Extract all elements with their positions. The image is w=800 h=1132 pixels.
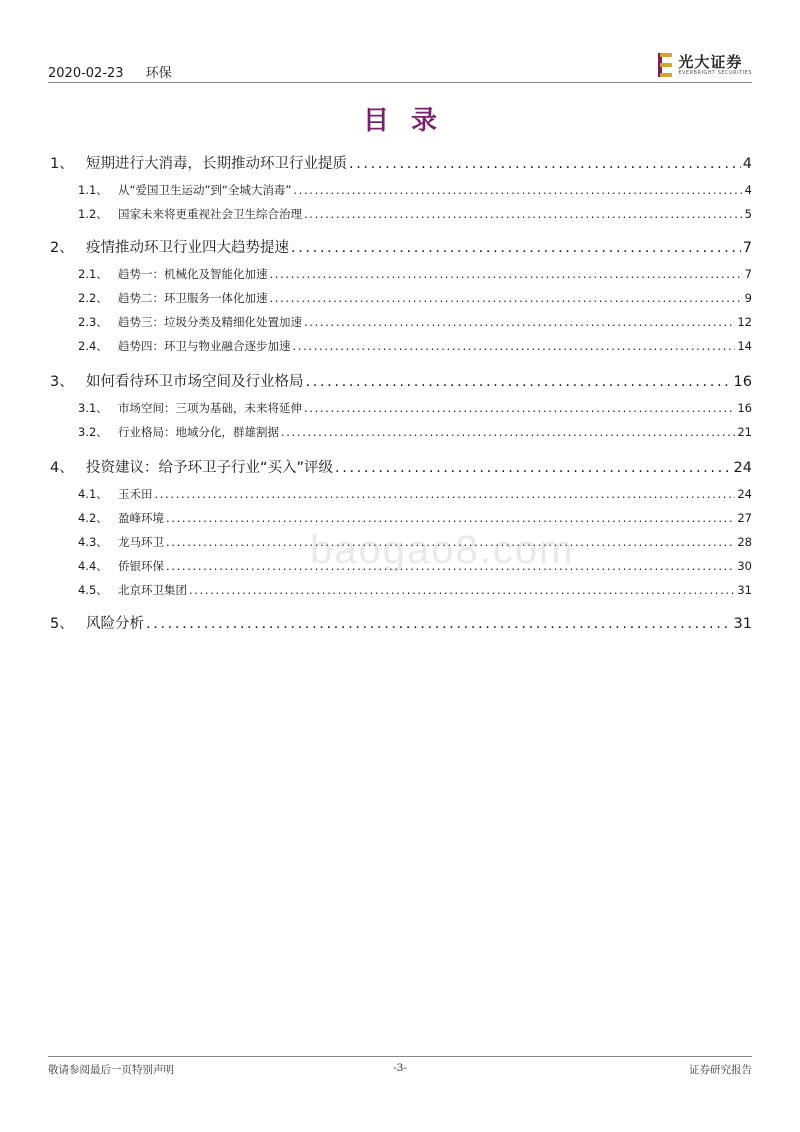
toc-entry-level2[interactable] [48,582,752,598]
toc-dot-leader [281,425,735,439]
toc-entry-number: 4.3、 [78,535,108,549]
toc-entry-label: 龙马环卫 [118,535,164,549]
toc-entry-label: 国家未来将更重视社会卫生综合治理 [118,207,302,221]
toc-entry-level2[interactable] [48,338,752,354]
toc-entry-level1[interactable] [48,236,752,257]
logo-text [678,54,752,77]
toc-entry-page: 16 [737,401,752,415]
everbright-logo [658,52,752,78]
toc-entry-number: 3、 [50,374,74,390]
footer-disclaimer: 敬请参阅最后一页特别声明 [48,1064,174,1076]
toc-entry-level2[interactable] [48,486,752,502]
header-divider [48,82,752,83]
toc-entry-page: 16 [733,374,752,390]
logo-name-cn: 光大证券 [678,52,743,71]
toc-entry-page: 21 [737,425,752,439]
footer-divider [48,1056,752,1057]
toc-entry-level2[interactable] [48,314,752,330]
toc-entry-page: 28 [737,535,752,549]
toc-entry-label: 趋势三：垃圾分类及精细化处置加速 [118,315,302,329]
toc-entry-label: 趋势四：环卫与物业融合逐步加速 [118,339,291,353]
logo-name-en: EVERBRIGHT SECURITIES [678,69,752,76]
toc-entry-label: 盈峰环境 [118,511,164,525]
toc-entry-page: 12 [737,315,752,329]
toc-entry-number: 2.1、 [78,267,108,281]
report-sector: 环保 [145,66,172,81]
footer-report-type: 证券研究报告 [689,1064,752,1076]
toc-entry-level2[interactable] [48,510,752,526]
toc-dot-leader [270,291,743,305]
toc-entry-label: 投资建议：给予环卫子行业“买入”评级 [86,460,334,476]
toc-entry-label: 如何看待环卫市场空间及行业格局 [86,374,304,390]
toc-dot-leader [270,267,743,281]
toc-dot-leader [291,240,741,256]
toc-dot-leader [146,616,732,632]
toc-entry-page: 24 [737,487,752,501]
toc-entry-number: 4.2、 [78,511,108,525]
toc-dot-leader [166,511,735,525]
toc-dot-leader [306,374,732,390]
toc-entry-number: 4.4、 [78,559,108,573]
toc-entry-number: 5、 [50,616,74,632]
toc-entry-page: 31 [737,583,752,597]
toc-entry-page: 7 [742,240,752,256]
toc-entry-page: 14 [737,339,752,353]
toc-dot-leader [335,460,732,476]
toc-entry-number: 1.1、 [78,183,108,197]
toc-entry-level1[interactable] [48,612,752,633]
watermark: baogao8.com [310,528,575,572]
toc-entry-page: 27 [737,511,752,525]
toc-entry-number: 2、 [50,240,74,256]
toc-entry-level2[interactable] [48,424,752,440]
toc-entry-level2[interactable] [48,182,752,198]
toc-entry-number: 1.2、 [78,207,108,221]
toc-title: 目录 [362,106,459,136]
toc-entry-number: 3.2、 [78,425,108,439]
toc-entry-level2[interactable] [48,206,752,222]
toc-entry-label: 疫情推动环卫行业四大趋势提速 [86,240,289,256]
toc-dot-leader [304,401,735,415]
toc-entry-label: 风险分析 [86,616,144,632]
toc-entry-level2[interactable] [48,290,752,306]
toc-entry-number: 2.3、 [78,315,108,329]
toc-entry-label: 短期进行大消毒，长期推动环卫行业提质 [86,156,347,172]
toc-entry-page: 4 [742,156,752,172]
toc-entry-page: 7 [744,267,752,281]
toc-dot-leader [304,315,735,329]
toc-entry-page: 9 [744,291,752,305]
page-number: -3- [393,1062,407,1074]
toc-entry-label: 趋势一：机械化及智能化加速 [118,267,268,281]
report-date: 2020-02-23 [48,66,124,81]
toc-entry-label: 趋势二：环卫服务一体化加速 [118,291,268,305]
toc-entry-label: 玉禾田 [118,487,153,501]
header-info [48,62,172,81]
toc-entry-number: 2.2、 [78,291,108,305]
toc-entry-level1[interactable] [48,152,752,173]
page-header [48,52,752,82]
toc-entry-number: 1、 [50,156,74,172]
toc-dot-leader [349,156,741,172]
toc-entry-page: 4 [744,183,752,197]
toc-entry-page: 30 [737,559,752,573]
toc-dot-leader [155,487,736,501]
toc-entry-number: 4、 [50,460,74,476]
toc-entry-label: 行业格局：地域分化，群雄割据 [118,425,279,439]
toc-entry-level1[interactable] [48,370,752,391]
toc-entry-number: 2.4、 [78,339,108,353]
toc-entry-page: 24 [733,460,752,476]
toc-dot-leader [304,207,743,221]
toc-entry-label: 从“爱国卫生运动”到“全城大消毒” [118,183,292,197]
toc-entry-level1[interactable] [48,456,752,477]
toc-dot-leader [189,583,735,597]
toc-entry-level2[interactable] [48,266,752,282]
toc-entry-label: 北京环卫集团 [118,583,187,597]
logo-mark-icon [658,53,674,77]
toc-entry-page: 31 [733,616,752,632]
page-footer [48,1062,752,1078]
toc-entry-number: 4.1、 [78,487,108,501]
toc-dot-leader [293,339,736,353]
toc-entry-number: 4.5、 [78,583,108,597]
toc-entry-label: 侨银环保 [118,559,164,573]
toc-dot-leader [293,183,742,197]
toc-entry-page: 5 [744,207,752,221]
toc-entry-number: 3.1、 [78,401,108,415]
toc-entry-level2[interactable] [48,400,752,416]
toc-entry-label: 市场空间：三项为基础，未来将延伸 [118,401,302,415]
